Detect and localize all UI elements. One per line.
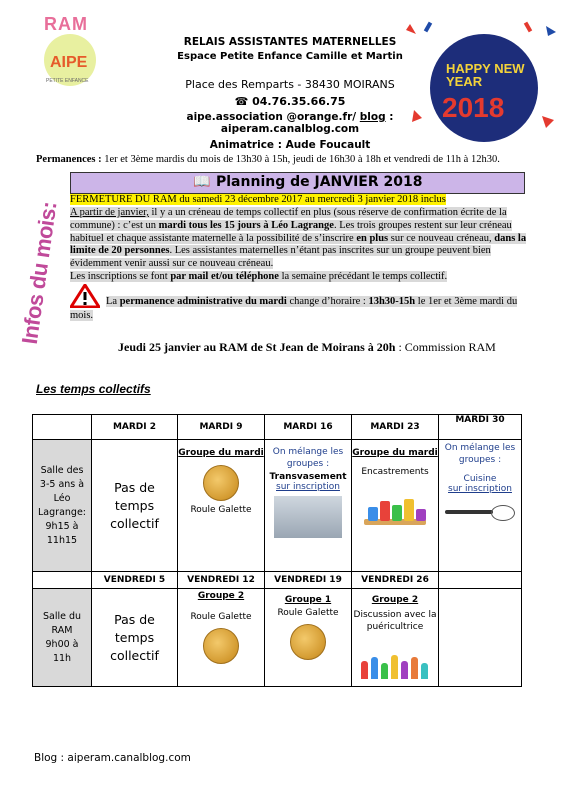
table-row bbox=[33, 440, 522, 572]
ny-new: NEW bbox=[494, 61, 525, 76]
cell-vendredi-5: Pas de temps collectif bbox=[92, 589, 178, 687]
activity-label: Discussion avec la puéricultrice bbox=[353, 610, 437, 632]
cell-mardi-2: Pas de temps collectif bbox=[92, 440, 178, 572]
admin-c: change d’horaire : bbox=[286, 296, 369, 307]
info-c: mardi tous les 15 jours à Léo Lagrange bbox=[158, 219, 334, 231]
activity-label: Roule Galette bbox=[190, 505, 252, 515]
blog-url: : aiperam.canalblog.com bbox=[220, 111, 394, 135]
room-leo-lagrange: Salle des 3-5 ans à Léo Lagrange: 9h15 à 11h15 bbox=[33, 440, 92, 572]
info-g: dans la limite de 20 personnes bbox=[70, 232, 527, 257]
header-vendredi-12: VENDREDI 12 bbox=[178, 572, 265, 589]
group-label: Groupe 2 bbox=[371, 595, 419, 605]
info-j: par mail et/ou téléphone bbox=[170, 270, 279, 282]
cell-mardi-23 bbox=[352, 440, 439, 572]
permanences bbox=[36, 154, 566, 165]
header-empty bbox=[439, 572, 522, 589]
registration-link[interactable]: sur inscription bbox=[448, 484, 512, 494]
jeudi-rest: : Commission RAM bbox=[395, 340, 496, 354]
book-icon: 📖 bbox=[193, 175, 211, 190]
header-mardi-30: MARDI 30 bbox=[439, 415, 522, 440]
header-vendredi-5: VENDREDI 5 bbox=[92, 572, 178, 589]
cell-mardi-9 bbox=[178, 440, 265, 572]
table-header-row-1 bbox=[33, 415, 522, 440]
galette-icon bbox=[203, 628, 239, 664]
side-banner-text: Infos du mois: bbox=[16, 200, 62, 346]
logo-ram: RAM bbox=[44, 14, 88, 34]
cell-vendredi-26 bbox=[352, 589, 439, 687]
cell-vendredi-12 bbox=[178, 589, 265, 687]
ny-happy: HAPPY bbox=[446, 61, 491, 76]
aipe-logo bbox=[40, 14, 106, 90]
header-mardi-9: MARDI 9 bbox=[178, 415, 265, 440]
header-vendredi-26: VENDREDI 26 bbox=[352, 572, 439, 589]
admin-notice bbox=[70, 295, 532, 322]
group-label: Groupe du mardi bbox=[178, 448, 264, 458]
whisk-icon bbox=[445, 504, 515, 520]
ny-2018: 2018 bbox=[442, 92, 505, 123]
people-icon bbox=[357, 639, 433, 679]
stacking-toy-icon bbox=[360, 485, 430, 525]
email-text: aipe.association @orange.fr/ bbox=[186, 111, 360, 123]
header-address: Place des Remparts - 38430 MOIRANS bbox=[185, 78, 395, 91]
child-photo bbox=[274, 496, 342, 538]
galette-icon bbox=[203, 465, 239, 501]
logo-subtitle: PETITE ENFANCE bbox=[46, 78, 89, 84]
schedule-table bbox=[32, 414, 522, 687]
info-e: en plus bbox=[356, 232, 389, 244]
blog-link[interactable]: blog bbox=[359, 111, 386, 123]
footer-blog: Blog : aiperam.canalblog.com bbox=[34, 752, 191, 764]
info-i: Les inscriptions se font bbox=[70, 270, 171, 282]
fermeture-notice: FERMETURE DU RAM du samedi 23 décembre 2017 au mercredi 3 janvier 2018 inclus bbox=[70, 194, 446, 205]
header-phone: ☎ 04.76.35.66.75 bbox=[234, 95, 346, 108]
cell-mardi-30 bbox=[439, 440, 522, 572]
ny-year: YEAR bbox=[446, 74, 483, 89]
info-d: . Les trois groupes restent sur leur créneau habituel et chaque assistante maternelle à la possibilité de s’inscrire bbox=[70, 219, 512, 244]
info-f: sur ce nouveau créneau, bbox=[388, 232, 495, 244]
animatrice: Animatrice : Aude Foucault bbox=[209, 139, 371, 151]
admin-b: permanence administrative du mardi bbox=[119, 296, 287, 307]
group-label: Groupe du mardi bbox=[352, 448, 438, 458]
mix-groups-label: On mélange les groupes : bbox=[444, 443, 516, 465]
permanences-label: Permanences : bbox=[36, 154, 102, 165]
cell-empty bbox=[439, 589, 522, 687]
activity-label: Transvasement bbox=[269, 472, 347, 482]
info-paragraph bbox=[70, 207, 532, 284]
header-mardi-23: MARDI 23 bbox=[352, 415, 439, 440]
group-label: Groupe 1 bbox=[284, 595, 332, 605]
side-banner bbox=[16, 190, 70, 360]
logo-aipe: AIPE bbox=[50, 54, 88, 71]
info-k: la semaine précédant le temps collectif. bbox=[278, 270, 448, 282]
header-title: RELAIS ASSISTANTES MATERNELLES bbox=[183, 36, 397, 48]
planning-title: Planning de JANVIER 2018 bbox=[216, 174, 423, 190]
admin-d: 13h30-15h bbox=[368, 296, 416, 307]
header-mardi-16: MARDI 16 bbox=[265, 415, 352, 440]
activity-label: Roule Galette bbox=[277, 608, 339, 618]
activity-label: Roule Galette bbox=[190, 612, 252, 622]
section-title: Les temps collectifs bbox=[36, 382, 151, 396]
permanences-text: 1er et 3ème mardis du mois de 13h30 à 15h, jeudi de 16h30 à 18h et vendredi de 11h à 12h30. bbox=[101, 154, 500, 165]
admin-e: le 1er et 3ème mardi du mois. bbox=[70, 296, 518, 321]
cell-vendredi-19 bbox=[265, 589, 352, 687]
new-year-image bbox=[406, 20, 558, 140]
jeudi-notice bbox=[118, 340, 532, 354]
header-mardi-2: MARDI 2 bbox=[92, 415, 178, 440]
jeudi-bold: Jeudi 25 janvier au RAM de St Jean de Moirans à 20h bbox=[118, 340, 396, 354]
activity-label: Cuisine bbox=[463, 474, 497, 484]
mix-groups-label: On mélange les groupes : bbox=[272, 447, 344, 469]
activity-label: Encastrements bbox=[361, 467, 429, 477]
table-header-row-2 bbox=[33, 572, 522, 589]
registration-link[interactable]: sur inscription bbox=[276, 482, 340, 492]
room-ram: Salle du RAM 9h00 à 11h bbox=[33, 589, 92, 687]
header-subtitle: Espace Petite Enfance Camille et Martin bbox=[177, 51, 403, 62]
galette-icon bbox=[290, 624, 326, 660]
planning-bar bbox=[70, 172, 525, 194]
group-label: Groupe 2 bbox=[197, 591, 245, 601]
cell-mardi-16 bbox=[265, 440, 352, 572]
table-row bbox=[33, 589, 522, 687]
info-h: . Les assistantes maternelles n’étant pas inscrites sur un groupe peuvent bien évidemment venir aussi sur ce nouveau créneau. bbox=[70, 245, 491, 270]
header-vendredi-19: VENDREDI 19 bbox=[265, 572, 352, 589]
admin-a: La bbox=[106, 296, 120, 307]
info-b: il y a un créneau de temps collectif en plus (sous réserve de confirmation écrite de la commune) : c’est un bbox=[70, 207, 507, 231]
info-a: A partir de janvier, bbox=[70, 207, 149, 218]
